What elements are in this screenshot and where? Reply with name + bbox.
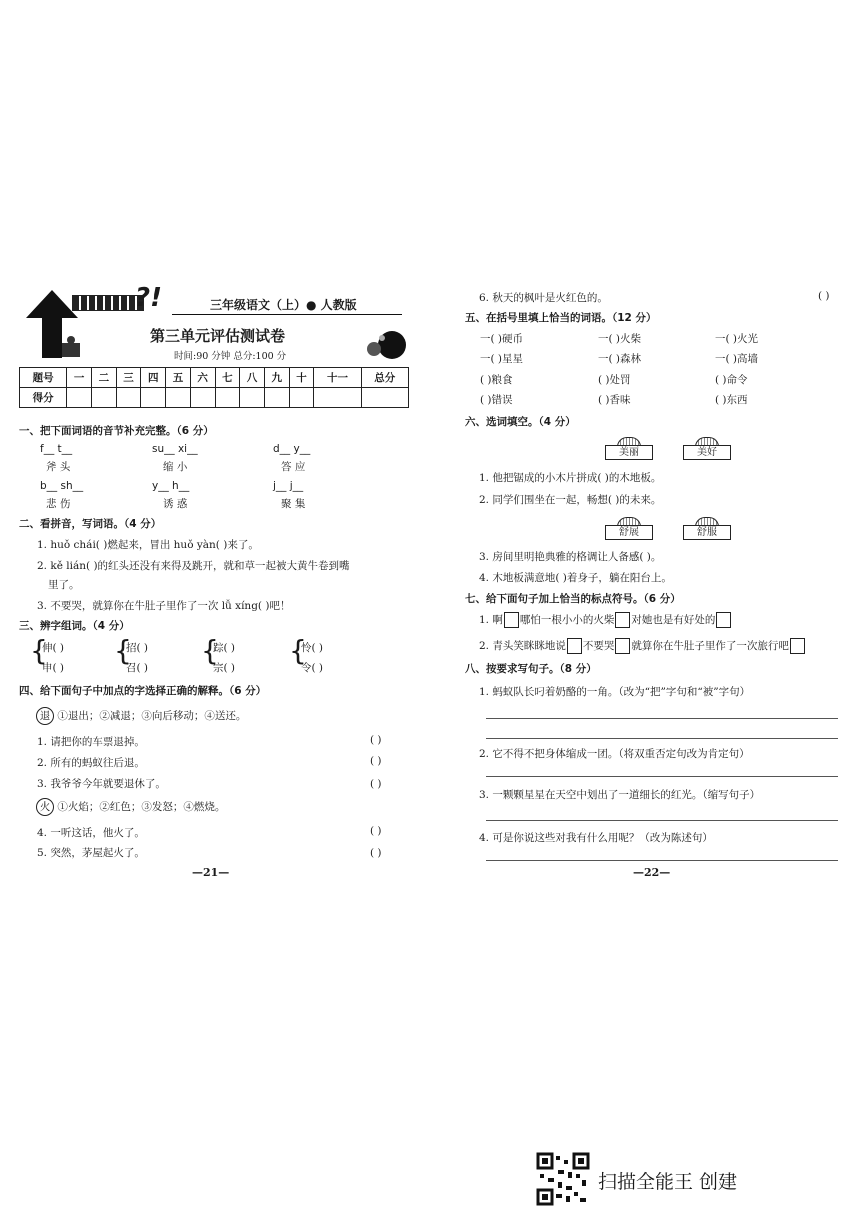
s4-def-2 xyxy=(36,798,225,816)
score-header-cell: 九 xyxy=(264,368,289,388)
s7-line-1 xyxy=(479,612,732,628)
s3-heading: 三、辨字组词。（4 分） xyxy=(19,620,130,632)
qr-code-icon xyxy=(536,1152,590,1206)
score-cell[interactable] xyxy=(240,388,265,408)
score-cell[interactable] xyxy=(67,388,92,408)
word-card-label: 美丽 xyxy=(605,445,653,460)
brace-icon: { xyxy=(114,634,132,667)
score-header-cell: 二 xyxy=(91,368,116,388)
s1-pinyin-2: su__ xi__ xyxy=(152,443,198,455)
scanner-watermark: 扫描全能王 创建 xyxy=(598,1171,738,1193)
score-header-cell: 七 xyxy=(215,368,240,388)
brace-icon: { xyxy=(289,634,307,667)
s8-heading: 八、按要求写句子。（8 分） xyxy=(465,663,597,675)
s2-line-2b: 里了。 xyxy=(48,579,80,591)
figure-icon xyxy=(58,335,86,361)
brace-icon: { xyxy=(30,634,48,667)
s3-g1-b: 申( ) xyxy=(42,662,65,674)
s2-line-2: 2. kě lián( )的红头还没有来得及跳开，就和草一起被大黄牛卷到嘴 xyxy=(37,560,350,572)
s3-g3-b: 宗( ) xyxy=(213,662,236,674)
answer-line[interactable] xyxy=(486,820,838,821)
score-header-cell: 五 xyxy=(166,368,191,388)
s5-r4c1[interactable]: ( )错误 xyxy=(480,394,513,406)
s1-pinyin-1: f__ t__ xyxy=(40,443,73,455)
s3-g2-a: 招( ) xyxy=(126,642,149,654)
score-header-cell: 八 xyxy=(240,368,265,388)
answer-line[interactable] xyxy=(486,776,838,777)
s1-pinyin-6: j__ j__ xyxy=(273,480,304,492)
word-card-1 xyxy=(605,437,653,459)
s7-l2-b: 不要哭 xyxy=(582,640,615,652)
punct-box[interactable] xyxy=(567,638,582,654)
word-card-4 xyxy=(683,517,731,539)
s4-q2-answer[interactable]: ( ) xyxy=(370,755,382,767)
s6-line-4: 4. 木地板满意地( )着身子，躺在阳台上。 xyxy=(479,572,672,584)
s1-pinyin-4: b__ sh__ xyxy=(40,480,84,492)
s5-r3c2[interactable]: ( )处罚 xyxy=(598,374,631,386)
r-q6-answer[interactable]: ( ) xyxy=(818,290,830,302)
score-table xyxy=(19,367,409,408)
page-title: 第三单元评估测试卷 xyxy=(150,327,286,345)
s6-line-3: 3. 房间里明艳典雅的格调让人备感( )。 xyxy=(479,551,662,563)
punct-box[interactable] xyxy=(716,612,731,628)
s4-q5-answer[interactable]: ( ) xyxy=(370,847,382,859)
page-number-left: —21— xyxy=(192,866,230,879)
s5-r3c3[interactable]: ( )命令 xyxy=(715,374,748,386)
s5-heading: 五、在括号里填上恰当的词语。（12 分） xyxy=(465,312,657,324)
s4-q4-answer[interactable]: ( ) xyxy=(370,825,382,837)
s4-def-1-text: ①退出；②减退；③向后移动；④送还。 xyxy=(57,710,247,722)
s1-pinyin-3: d__ y__ xyxy=(273,443,311,455)
score-cell[interactable] xyxy=(215,388,240,408)
score-header-cell: 三 xyxy=(116,368,141,388)
answer-line[interactable] xyxy=(486,738,838,739)
s8-line-3: 3. 一颗颗星星在天空中划出了一道细长的红光。（缩写句子） xyxy=(479,789,761,801)
s7-l2-a: 2. 青头笑眯眯地说 xyxy=(479,640,566,652)
s1-word-2: 缩 小 xyxy=(163,461,188,473)
score-value-row xyxy=(20,388,409,408)
s1-heading: 一、把下面词语的音节补充完整。（6 分） xyxy=(19,425,214,437)
s3-g4-b: 令( ) xyxy=(301,662,324,674)
s4-q1: 1. 请把你的车票退掉。 xyxy=(37,736,145,748)
score-header-cell: 六 xyxy=(190,368,215,388)
s7-l1-a: 1. 啊 xyxy=(479,614,503,626)
word-card-label: 舒服 xyxy=(683,525,731,540)
s8-line-1: 1. 蚂蚁队长叼着奶酪的一角。（改为“把”字句和“被”字句） xyxy=(479,686,751,698)
s4-q2: 2. 所有的蚂蚁往后退。 xyxy=(37,757,145,769)
balls-decoration xyxy=(362,328,412,362)
exam-meta: 时间:90 分钟 总分:100 分 xyxy=(174,351,287,362)
s4-def-2-text: ①火焰；②红色；③发怒；④燃烧。 xyxy=(57,801,226,813)
page-number-right: —22— xyxy=(633,866,671,879)
s3-g1-a: 伸( ) xyxy=(42,642,65,654)
char-circle: 退 xyxy=(36,707,54,725)
score-cell[interactable] xyxy=(289,388,314,408)
word-card-label: 美好 xyxy=(683,445,731,460)
punct-box[interactable] xyxy=(790,638,805,654)
s5-r4c3[interactable]: ( )东西 xyxy=(715,394,748,406)
word-card-2 xyxy=(683,437,731,459)
s5-r3c1[interactable]: ( )粮食 xyxy=(480,374,513,386)
char-circle: 火 xyxy=(36,798,54,816)
score-header-row xyxy=(20,368,409,388)
score-header-cell: 十 xyxy=(289,368,314,388)
s6-line-2: 2. 同学们围坐在一起，畅想( )的未来。 xyxy=(479,494,662,506)
score-cell[interactable] xyxy=(264,388,289,408)
s4-heading: 四、给下面句子中加点的字选择正确的解释。（6 分） xyxy=(19,685,267,697)
score-cell[interactable] xyxy=(361,388,408,408)
s7-l1-c: 对她也是有好处的 xyxy=(631,614,716,626)
r-q6: 6. 秋天的枫叶是火红色的。 xyxy=(479,292,608,304)
s7-heading: 七、给下面句子加上恰当的标点符号。（6 分） xyxy=(465,593,681,605)
score-header-cell: 十一 xyxy=(314,368,361,388)
header-grade: 三年级语文（上）● 人教版 xyxy=(210,298,357,312)
s2-heading: 二、看拼音，写词语。（4 分） xyxy=(19,518,162,530)
score-cell[interactable] xyxy=(314,388,361,408)
word-card-3 xyxy=(605,517,653,539)
word-card-label: 舒展 xyxy=(605,525,653,540)
score-header-cell: 总分 xyxy=(361,368,408,388)
s5-r2c1[interactable]: 一( )星星 xyxy=(480,353,524,365)
s4-q3-answer[interactable]: ( ) xyxy=(370,778,382,790)
s1-word-1: 斧 头 xyxy=(46,461,71,473)
s6-line-1: 1. 他把锯成的小木片拼成( )的木地板。 xyxy=(479,472,662,484)
score-cell[interactable] xyxy=(166,388,191,408)
answer-line[interactable] xyxy=(486,718,838,719)
score-cell[interactable] xyxy=(116,388,141,408)
s5-r1c1[interactable]: 一( )硬币 xyxy=(480,333,524,345)
score-cell[interactable] xyxy=(190,388,215,408)
s7-line-2 xyxy=(479,638,806,654)
score-header-cell: 一 xyxy=(67,368,92,388)
score-label: 得分 xyxy=(20,388,67,408)
s5-r4c2[interactable]: ( )香味 xyxy=(598,394,631,406)
s4-def-1 xyxy=(36,707,246,725)
s1-pinyin-5: y__ h__ xyxy=(152,480,190,492)
s1-word-4: 悲 伤 xyxy=(46,498,71,510)
s5-r1c2[interactable]: 一( )火柴 xyxy=(598,333,642,345)
punct-box[interactable] xyxy=(615,638,630,654)
s6-heading: 六、选词填空。（4 分） xyxy=(465,416,576,428)
s2-line-1: 1. huǒ chái( )燃起来，冒出 huǒ yàn( )来了。 xyxy=(37,539,259,551)
s3-g4-a: 怜( ) xyxy=(301,642,324,654)
s5-r1c3[interactable]: 一( )火光 xyxy=(715,333,759,345)
answer-line[interactable] xyxy=(486,860,838,861)
s7-l2-c: 就算你在牛肚子里作了一次旅行吧 xyxy=(631,640,789,652)
score-cell[interactable] xyxy=(141,388,166,408)
header-rule xyxy=(172,314,402,315)
s1-word-3: 答 应 xyxy=(281,461,306,473)
score-cell[interactable] xyxy=(91,388,116,408)
score-header-cell: 四 xyxy=(141,368,166,388)
s8-line-2: 2. 它不得不把身体缩成一团。（将双重否定句改为肯定句） xyxy=(479,748,750,760)
s5-r2c2[interactable]: 一( )森林 xyxy=(598,353,642,365)
s8-line-4: 4. 可是你说这些对我有什么用呢？（改为陈述句） xyxy=(479,832,713,844)
s4-q5: 5. 突然，茅屋起火了。 xyxy=(37,847,145,859)
score-header-label: 题号 xyxy=(20,368,67,388)
brick-banner xyxy=(72,295,144,311)
punct-box[interactable] xyxy=(504,612,519,628)
s4-q4: 4. 一听这话，他火了。 xyxy=(37,827,145,839)
s3-g3-a: 踪( ) xyxy=(213,642,236,654)
s1-word-5: 诱 惑 xyxy=(163,498,188,510)
brace-icon: { xyxy=(201,634,219,667)
s4-q1-answer[interactable]: ( ) xyxy=(370,734,382,746)
s2-line-3: 3. 不要哭，就算你在牛肚子里作了一次 lǚ xíng( )吧！ xyxy=(37,600,291,612)
s1-word-6: 聚 集 xyxy=(281,498,306,510)
punct-box[interactable] xyxy=(615,612,630,628)
s4-q3: 3. 我爷爷今年就要退休了。 xyxy=(37,778,166,790)
s5-r2c3[interactable]: 一( )高墙 xyxy=(715,353,759,365)
s3-g2-b: 召( ) xyxy=(126,662,149,674)
punctuation-icon: ?! xyxy=(135,283,162,313)
s7-l1-b: 哪怕一根小小的火柴 xyxy=(519,614,615,626)
